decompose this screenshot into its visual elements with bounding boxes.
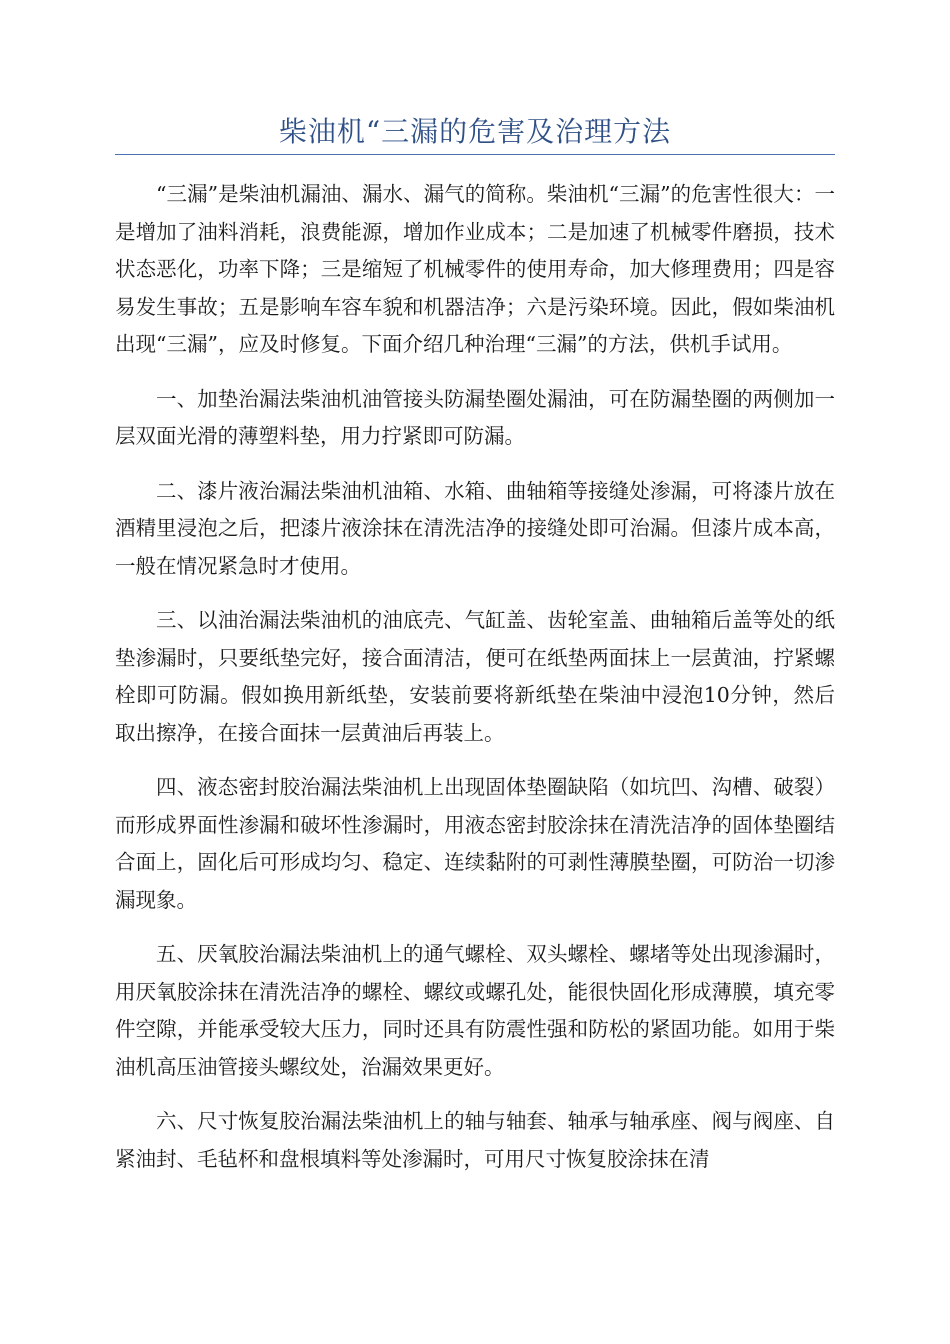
method-5-paragraph: 五、厌氧胶治漏法柴油机上的通气螺栓、双头螺栓、螺堵等处出现渗漏时，用厌氧胶涂抹在清洗洁净的螺栓、螺纹或螺孔处，能很快固化形成薄膜，填充零件空隙，并能承受较大压力，同时还具有防震性强和防松的紧固功能。如用于柴油机高压油管接头螺纹处，治漏效果更好。 bbox=[115, 942, 835, 1079]
document-body bbox=[115, 176, 835, 1195]
method-4-paragraph: 四、液态密封胶治漏法柴油机上出现固体垫圈缺陷（如坑凹、沟槽、破裂）而形成界面性渗漏和破坏性渗漏时，用液态密封胶涂抹在清洗洁净的固体垫圈结合面上，固化后可形成均匀、稳定、连续黏附的可剥性薄膜垫圈，可防治一切渗漏现象。 bbox=[115, 775, 835, 912]
intro-paragraph: “三漏”是柴油机漏油、漏水、漏气的简称。柴油机“三漏”的危害性很大：一是增加了油料消耗，浪费能源，增加作业成本；二是加速了机械零件磨损，技术状态恶化，功率下降；三是缩短了机械零件的使用寿命，加大修理费用；四是容易发生事故；五是影响车容车貌和机器洁净；六是污染环境。因此，假如柴油机出现“三漏”，应及时修复。下面介绍几种治理“三漏”的方法，供机手试用。 bbox=[115, 182, 835, 356]
method-2-paragraph: 二、漆片液治漏法柴油机油箱、水箱、曲轴箱等接缝处渗漏，可将漆片放在酒精里浸泡之后，把漆片液涂抹在清洗洁净的接缝处即可治漏。但漆片成本高，一般在情况紧急时才使用。 bbox=[115, 478, 835, 578]
method-6-paragraph: 六、尺寸恢复胶治漏法柴油机上的轴与轴套、轴承与轴承座、阀与阀座、自紧油封、毛毡杯和盘根填料等处渗漏时，可用尺寸恢复胶涂抹在清 bbox=[115, 1109, 835, 1171]
title-underline bbox=[115, 154, 835, 155]
method-3-paragraph: 三、以油治漏法柴油机的油底壳、气缸盖、齿轮室盖、曲轴箱后盖等处的纸垫渗漏时，只要纸垫完好，接合面清洁，便可在纸垫两面抹上一层黄油，拧紧螺栓即可防漏。假如换用新纸垫，安装前要将新纸垫在柴油中浸泡10分钟，然后取出擦净，在接合面抹一层黄油后再装上。 bbox=[115, 608, 835, 745]
method-1-paragraph: 一、加垫治漏法柴油机油管接头防漏垫圈处漏油，可在防漏垫圈的两侧加一层双面光滑的薄塑料垫，用力拧紧即可防漏。 bbox=[115, 386, 835, 448]
document-title: 柴油机“三漏的危害及治理方法 bbox=[278, 115, 672, 148]
